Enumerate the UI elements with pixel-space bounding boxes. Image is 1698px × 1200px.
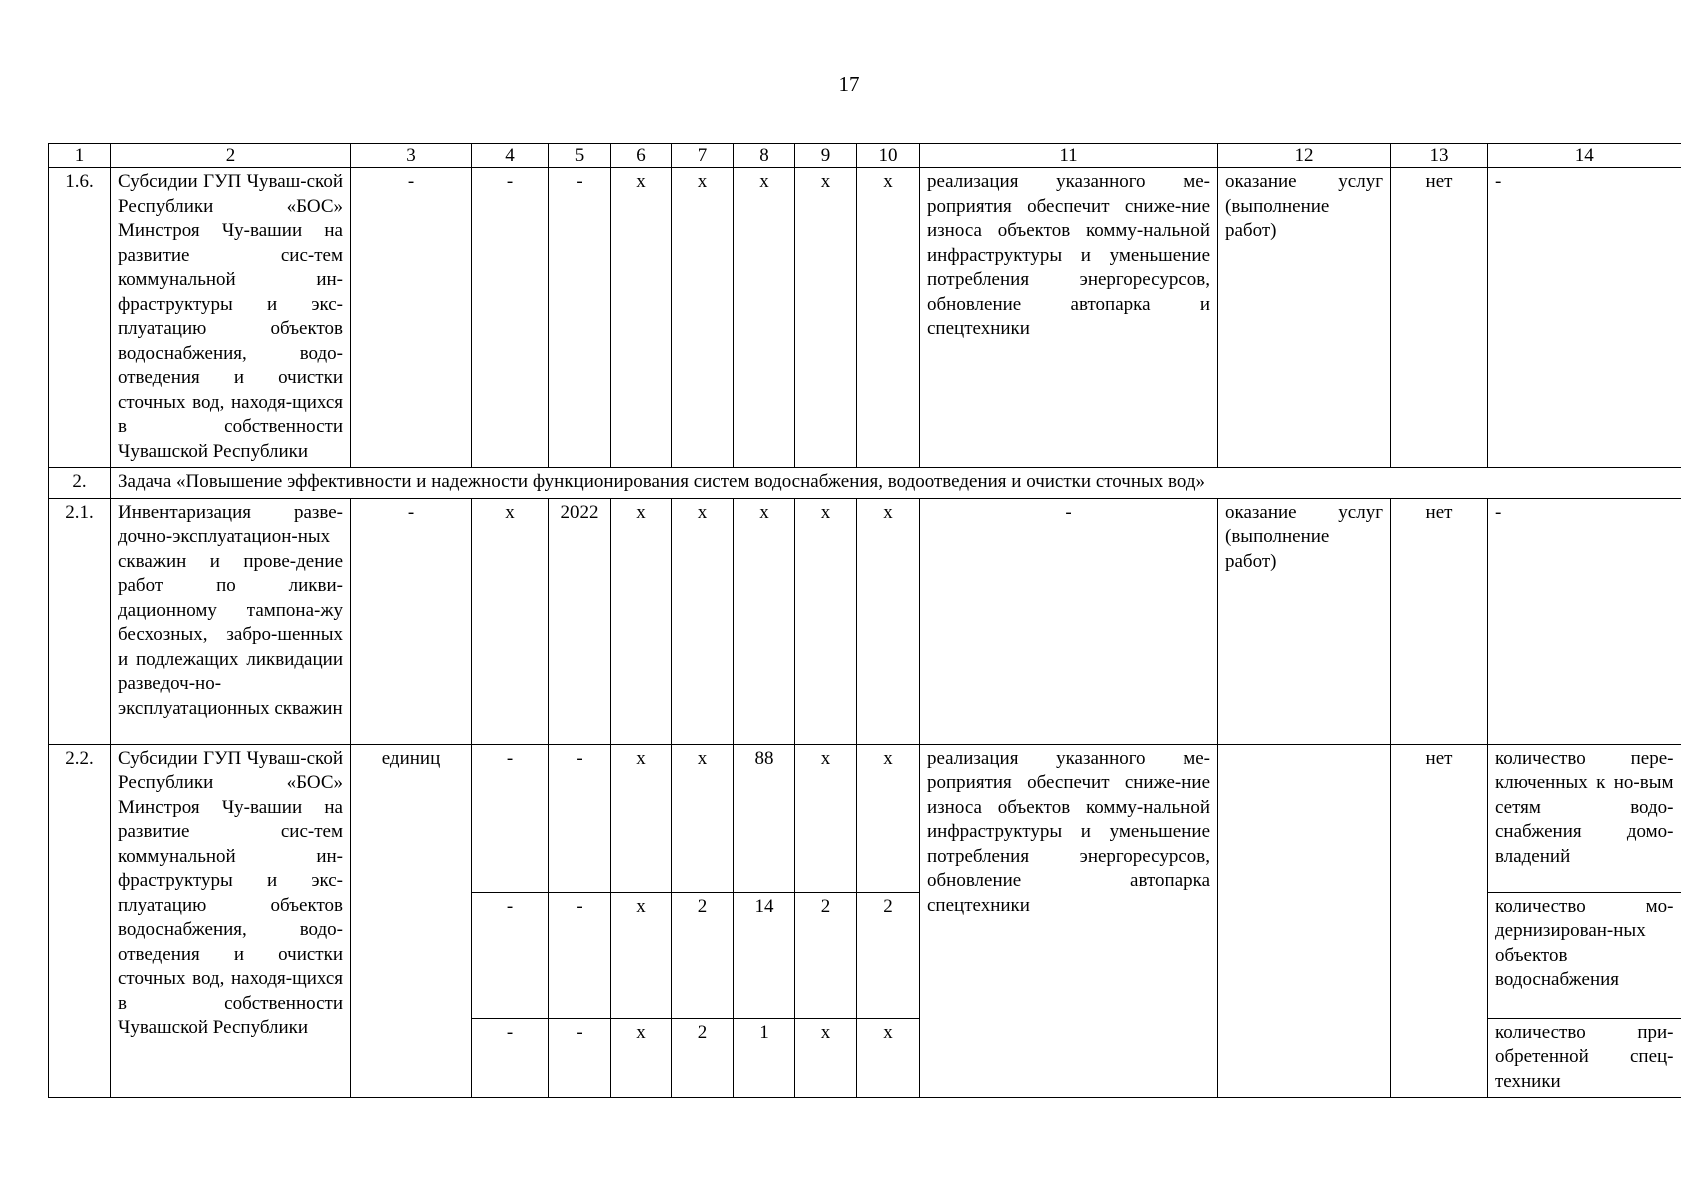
header-col-8: 8: [734, 144, 795, 168]
indicator-cell: количество при-обретенной спец-техники: [1488, 1018, 1681, 1098]
activity-name: Субсидии ГУП Чуваш-ской Республики «БОС» Минстроя Чу-вашии на развитие сис-тем коммунальной ин-фраструктуры и экс-плуатацию объектов водоснабжения, водо-отведения и очистки сточных вод, находя-щихся в собственности Чувашской Республики: [111, 168, 351, 468]
cell-col-10: х: [857, 168, 920, 468]
header-col-6: 6: [611, 144, 672, 168]
cell-col-6: х: [611, 168, 672, 468]
cell-col-9: х: [795, 168, 857, 468]
cell-col-7: х: [672, 744, 734, 892]
cell-col-11: реализация указанного ме-роприятия обеспечит сниже-ние износа объектов комму-нальной инфраструктуры и уменьшение потребления энергоресурсов, обновление автопарка спецтехники: [920, 744, 1218, 1098]
task-title: Задача «Повышение эффективности и надежности функционирования систем водоснабжения, водоотведения и очистки сточных вод»: [111, 468, 1681, 499]
table-row: [49, 168, 1681, 468]
header-col-4: 4: [472, 144, 549, 168]
activity-name: Субсидии ГУП Чуваш-ской Республики «БОС» Минстроя Чу-вашии на развитие сис-тем коммунальной ин-фраструктуры и экс-плуатацию объектов водоснабжения, водо-отведения и очистки сточных вод, находя-щихся в собственности Чувашской Республики: [111, 744, 351, 1098]
header-col-1: 1: [49, 144, 111, 168]
cell-col-13: нет: [1391, 498, 1488, 744]
indicator-cell: количество пере-ключенных к но-вым сетям водо-снабжения домо-владений: [1488, 744, 1681, 892]
cell-col-9: х: [795, 744, 857, 892]
cell-col-4: -: [472, 744, 549, 892]
table-row: [49, 498, 1681, 744]
cell-col-11: -: [920, 498, 1218, 744]
cell-col-13: нет: [1391, 744, 1488, 1098]
header-col-13: 13: [1391, 144, 1488, 168]
cell-col-12: оказание услуг (выполнение работ): [1218, 168, 1391, 468]
cell-col-14: -: [1488, 168, 1681, 468]
cell-col-5: -: [549, 1018, 611, 1098]
task-row: [49, 468, 1681, 499]
cell-col-7: х: [672, 168, 734, 468]
cell-col-9: 2: [795, 892, 857, 1018]
cell-col-8: 1: [734, 1018, 795, 1098]
header-col-10: 10: [857, 144, 920, 168]
header-col-5: 5: [549, 144, 611, 168]
cell-col-5: -: [549, 168, 611, 468]
cell-col-12: оказание услуг (выполнение работ): [1218, 498, 1391, 744]
cell-col-5: -: [549, 744, 611, 892]
cell-col-4: х: [472, 498, 549, 744]
header-col-7: 7: [672, 144, 734, 168]
table-row: [49, 744, 1681, 892]
cell-col-6: х: [611, 1018, 672, 1098]
cell-col-10: х: [857, 498, 920, 744]
cell-col-8: 14: [734, 892, 795, 1018]
cell-col-6: х: [611, 892, 672, 1018]
cell-col-4: -: [472, 1018, 549, 1098]
cell-col-10: 2: [857, 892, 920, 1018]
cell-col-6: х: [611, 498, 672, 744]
cell-col-5: -: [549, 892, 611, 1018]
cell-col-7: 2: [672, 1018, 734, 1098]
cell-col-11: реализация указанного ме-роприятия обеспечит сниже-ние износа объектов комму-нальной инфраструктуры и уменьшение потребления энергоресурсов, обновление автопарка и спецтехники: [920, 168, 1218, 468]
cell-col-4: -: [472, 892, 549, 1018]
header-col-2: 2: [111, 144, 351, 168]
cell-col-7: х: [672, 498, 734, 744]
cell-col-10: х: [857, 1018, 920, 1098]
cell-col-5: 2022: [549, 498, 611, 744]
cell-col-13: нет: [1391, 168, 1488, 468]
cell-col-8: 88: [734, 744, 795, 892]
cell-col-8: х: [734, 498, 795, 744]
indicator-cell: количество мо-дернизирован-ных объектов водоснабжения: [1488, 892, 1681, 1018]
cell-col-3: -: [351, 168, 472, 468]
program-table: [48, 143, 1681, 1098]
header-col-14: 14: [1488, 144, 1681, 168]
cell-col-4: -: [472, 168, 549, 468]
cell-col-14: -: [1488, 498, 1681, 744]
cell-col-7: 2: [672, 892, 734, 1018]
header-row: [49, 144, 1681, 168]
page-number: 17: [838, 72, 860, 96]
cell-col-9: х: [795, 1018, 857, 1098]
cell-col-8: х: [734, 168, 795, 468]
cell-col-6: х: [611, 744, 672, 892]
cell-col-9: х: [795, 498, 857, 744]
row-number: 1.6.: [49, 168, 111, 468]
cell-col-12: [1218, 744, 1391, 1098]
header-col-3: 3: [351, 144, 472, 168]
unit-cell: единиц: [351, 744, 472, 1098]
cell-col-3: -: [351, 498, 472, 744]
row-number: 2.: [49, 468, 111, 499]
row-number: 2.2.: [49, 744, 111, 1098]
activity-name: Инвентаризация разве-дочно-эксплуатацион-ных скважин и прове-дение работ по ликви-дационному тампона-жу бесхозных, забро-шенных и подлежащих ликвидации разведоч-но-эксплуатационных скважин: [111, 498, 351, 744]
header-col-11: 11: [920, 144, 1218, 168]
header-col-9: 9: [795, 144, 857, 168]
cell-col-10: х: [857, 744, 920, 892]
header-col-12: 12: [1218, 144, 1391, 168]
row-number: 2.1.: [49, 498, 111, 744]
